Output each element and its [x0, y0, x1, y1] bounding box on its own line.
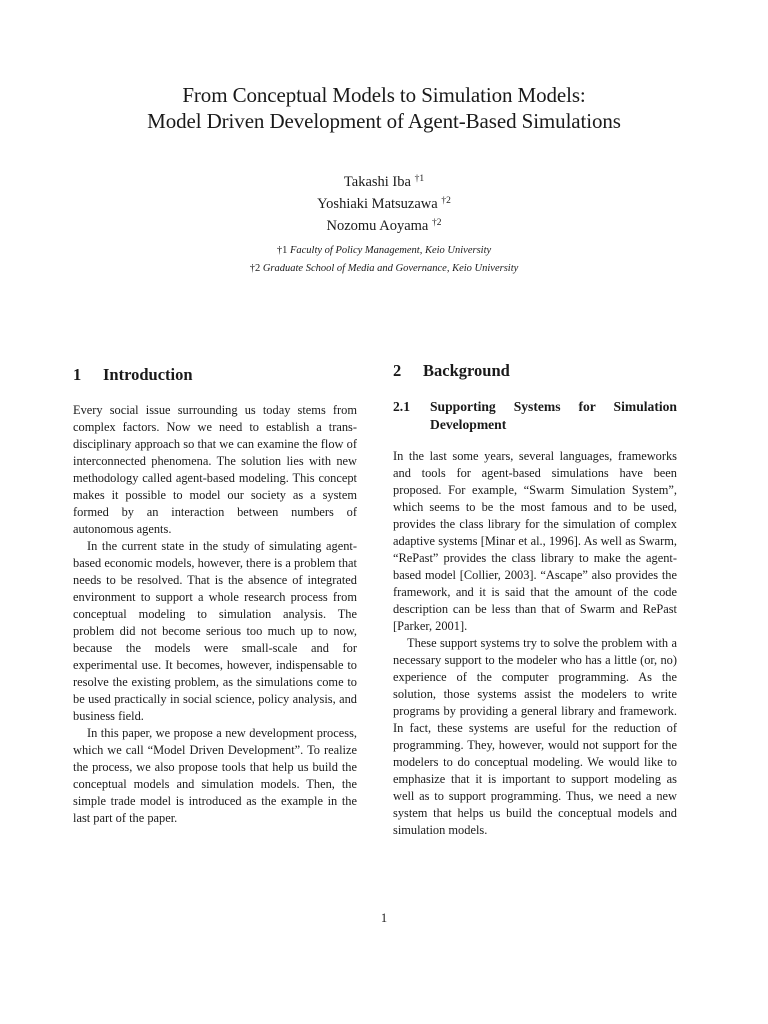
author-affiliation-mark: †1 — [414, 174, 425, 184]
author-affiliation-mark: †2 — [432, 218, 442, 228]
paragraph: Every social issue surrounding us today stems from complex factors. Now we need to establish a trans-disciplinary approach so that we can examine the flow of interconnected phenomena. The solution lies with new methodology called agent-based modeling. This concept makes it possible to model our society as a system formed by an interaction between numbers of autonomous agents. — [73, 403, 357, 536]
author — [0, 192, 768, 214]
affiliation-text: Faculty of Policy Management, Keio University — [289, 245, 492, 256]
author-affiliation-mark: †2 — [441, 196, 451, 206]
section-title: Introduction — [103, 365, 193, 384]
affiliation-mark: †1 — [276, 245, 288, 256]
section-number: 1 — [73, 365, 82, 384]
author-list — [0, 170, 768, 236]
right-column — [393, 360, 677, 839]
section-number: 2 — [393, 361, 402, 380]
author — [0, 214, 768, 236]
paper-title — [0, 82, 768, 134]
affiliation-mark: †2 — [249, 262, 261, 274]
page-number: 1 — [380, 911, 388, 925]
section-heading-introduction — [73, 364, 357, 386]
subsection-heading — [393, 398, 677, 434]
paragraph: In the current state in the study of simulating agent-based economic models, however, there is a problem that needs to be resolved. That is the absence of integrated environment to support a whole research process from conceptual modeling to simulation analysis. The problem did not become serious too much up to now, because the models were small-scale and for experimental use. It becomes, however, indispensable to resolve the existing problem, as the simulations come to be used practically in social science, policy analysis, and business field. — [73, 539, 357, 723]
author-name: Nozomu Aoyama — [326, 218, 429, 234]
left-column — [73, 364, 357, 827]
author-name: Yoshiaki Matsuzawa — [317, 196, 438, 212]
paragraph: In the last some years, several languages, frameworks and tools for agent-based simulations have been proposed. For example, “Swarm Simulation System”, which seems to be the most famous and to be used, provides the class library for the simulation of complex adaptive systems [Minar et al., 1996]. As well as Swarm, “RePast” provides the class library to make the agent-based model [Collier, 2003]. “Ascape” also provides the framework, and it is said that the amount of the code description can be less than that of Swarm and RePast [Parker, 2001]. — [393, 449, 677, 633]
paragraph: These support systems try to solve the problem with a necessary support to the modeler who has a little (or, no) experience of the computer programming. As the solution, those systems assist the modelers to write programs by providing a general library and framework. In fact, these systems are useful for the reduction of programming. They, however, would not support for the modelers to do conceptual modeling. We would like to emphasize that it is important to support modeling as well as to support programming. Thus, we need a new system that helps us build the conceptual models and simulation models. — [393, 636, 677, 837]
affiliation — [0, 260, 768, 278]
section-heading-background — [393, 360, 677, 382]
title-line-1: From Conceptual Models to Simulation Models: — [182, 83, 586, 107]
title-line-2: Model Driven Development of Agent-Based Simulations — [147, 109, 621, 133]
affiliation — [0, 242, 768, 260]
affiliation-list — [0, 242, 768, 277]
subsection-title: Supporting Systems for Simulation Development — [430, 399, 677, 432]
author-name: Takashi Iba — [343, 174, 411, 190]
author — [0, 170, 768, 192]
section-title: Background — [423, 361, 510, 380]
paragraph: In this paper, we propose a new development process, which we call “Model Driven Development”. To realize the process, we also propose tools that help us build the conceptual models and simulation models. Then, the simple trade model is introduced as the example in the last part of the paper. — [73, 726, 357, 825]
subsection-number: 2.1 — [393, 399, 410, 414]
affiliation-text: Graduate School of Media and Governance, Keio University — [262, 262, 519, 274]
